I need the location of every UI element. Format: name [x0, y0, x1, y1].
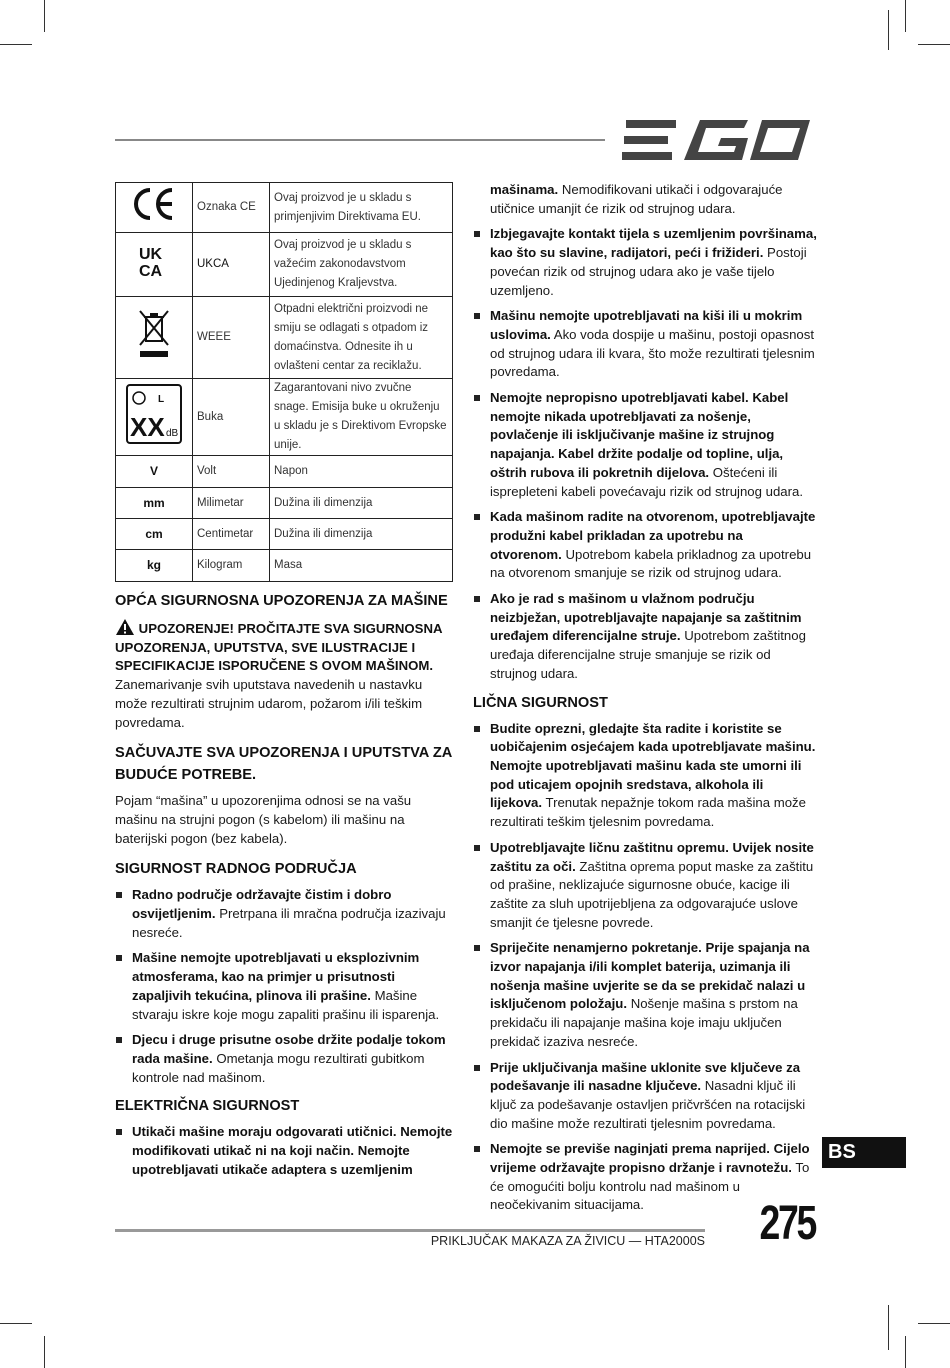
noise-level-icon	[116, 379, 193, 456]
crop-mark	[0, 44, 32, 45]
item-text: Ako voda dospije u mašinu, postoji opasnost od strujnog udara ili kvara, što može rezultirati tjelesnim povredama.	[490, 326, 815, 380]
list-item	[473, 508, 818, 583]
warning-text: Zanemarivanje svih uputstava navedenih u nastavku može rezultirati strujnim udarom, požarom i/ili teškim povredama.	[115, 677, 423, 730]
item-bold: Nemojte se previše naginjati prema naprijed. Cijelo vrijeme održavajte propisno držanje i ravnotežu.	[490, 1141, 810, 1176]
warning-triangle-icon	[115, 618, 135, 636]
electrical-list	[115, 1123, 453, 1179]
table-row	[116, 379, 453, 456]
symbol-name: WEEE	[193, 297, 270, 379]
list-item	[115, 886, 453, 942]
table-row	[116, 183, 453, 233]
list-item	[473, 720, 818, 832]
section-heading-personal: LIČNA SIGURNOST	[473, 694, 608, 711]
item-bold: Mašine nemojte upotrebljavati u eksplozivnim atmosferama, kao na primjer u prisutnosti zapaljivih tekućina, plinova ili prašine.	[132, 950, 420, 1003]
crop-mark	[0, 1323, 32, 1324]
item-bold: Utikači mašine moraju odgovarati utičnici. Nemojte modifikovati utikač ni na koji način. Nemojte upotrebljavati utikače adaptera s uzemljenim	[132, 1124, 453, 1177]
table-row	[116, 456, 453, 488]
unit-symbol: mm	[116, 488, 193, 519]
personal-safety-list	[473, 720, 818, 1216]
item-text: Ometanja mogu rezultirati gubitkom kontrole nad mašinom.	[132, 1050, 425, 1085]
crop-mark	[44, 0, 45, 32]
symbol-name: Milimetar	[193, 488, 270, 519]
ego-logo	[622, 118, 810, 162]
svg-text:CA: CA	[139, 263, 163, 279]
item-bold: Spriječite nenamjerno pokretanje. Prije spajanja na izvor napajanja i/ili komplet baterija, uzimanja ili nošenja mašine uvjerite se da se prekidač nalazi u isključenom položaju.	[490, 940, 810, 1012]
table-row	[116, 488, 453, 519]
electrical-list-continued	[473, 181, 818, 684]
item-text: Zaštitna oprema poput maske za zaštitu od prašine, neklizajuće sigurnosne obuće, kacige ili zaštite za sluh upotrijebljena za odgovarajuće uslove smanjit će tjelesne povrede.	[490, 858, 814, 930]
item-text: Mašine stvaraju iskre koje mogu zapaliti prašinu ili isparenja.	[132, 987, 440, 1022]
item-bold: Prije uključivanja mašine uklonite sve ključeve za podešavanje ili nasadne ključeve.	[490, 1059, 801, 1094]
unit-symbol: cm	[116, 519, 193, 550]
ce-mark-icon	[116, 183, 193, 233]
crop-mark	[918, 44, 950, 45]
footer-title: PRIKLJUČAK MAKAZA ZA ŽIVICU — HTA2000S	[430, 1234, 705, 1248]
table-row	[116, 297, 453, 379]
item-text: To će omogućiti bolju kontrolu nad mašinom u neočekivanim situacijama.	[490, 1160, 810, 1213]
header-rule	[115, 139, 605, 141]
list-item	[115, 1031, 453, 1087]
crop-mark	[905, 0, 906, 32]
warning-bold-text: UPOZORENJE! PROČITAJTE SVA SIGURNOSNA UPOZORENJA, UPUTSTVA, SVE ILUSTRACIJE I SPECIFIKACIJE ISPORUČENE S OVOM MAŠINOM.	[115, 621, 443, 674]
save-paragraph: Pojam “mašina” u upozorenjima odnosi se na vašu mašinu na strujni pogon (s kabelom) ili mašinu na baterijski pogon (bez kabela).	[115, 793, 412, 846]
crop-mark	[888, 10, 889, 50]
crop-mark	[905, 1336, 906, 1368]
symbol-desc: Masa	[270, 550, 453, 582]
item-bold: Budite oprezni, gledajte šta radite i koristite se uobičajenim osjećajem kada upotrebljavate mašinu. Nemojte upotrebljavati mašinu kada ste umorni ili pod uticajem opojnih sredstava, alkohola ili lijekova.	[490, 720, 816, 811]
section-heading-save: SAČUVAJTE SVA UPOZORENJA I UPUTSTVA ZA BUDUĆE POTREBE.	[115, 745, 452, 784]
list-item	[115, 1123, 453, 1179]
item-text: Upotrebom kabela prikladnog za upotrebu na otvorenom smanjuje se rizik od strujnog udara.	[490, 546, 812, 581]
item-text: Pretrpana ili mračna područja izazivaju nesreće.	[132, 906, 446, 940]
section-heading-work-area: SIGURNOST RADNOG PODRUČJA	[115, 861, 357, 878]
symbol-desc: Ovaj proizvod je u skladu s važećim zakonodavstvom Ujedinjenog Kraljevstva.	[270, 233, 453, 297]
list-item	[473, 590, 818, 684]
symbol-name: Buka	[193, 379, 270, 456]
item-text: Nemodifikovani utikači i odgovarajuće utičnice umanjit će rizik od strujnog udara.	[490, 182, 783, 216]
item-text: Postoji povećan rizik od strujnog udara ako je vaše tijelo uzemljeno.	[490, 245, 807, 298]
symbol-desc: Ovaj proizvod je u skladu s primjenjivim Direktivama EU.	[270, 183, 453, 233]
page-number: 275	[759, 1197, 815, 1250]
item-bold: Upotrebljavajte ličnu zaštitnu opremu. Uvijek nosite zaštitu za oči.	[490, 839, 814, 874]
symbol-desc: Dužina ili dimenzija	[270, 488, 453, 519]
list-item	[473, 181, 818, 218]
table-row	[116, 550, 453, 582]
item-bold: Izbjegavajte kontakt tijela s uzemljenim površinama, kao što su slavine, radijatori, peći i frižideri.	[490, 226, 817, 261]
item-text: Oštećeni ili isprepleteni kabeli povećavaju rizik od strujnog udara.	[490, 464, 804, 499]
symbols-table	[115, 182, 453, 582]
list-item	[473, 225, 818, 300]
symbol-desc: Otpadni električni proizvodi ne smiju se odlagati s otpadom iz domaćinstva. Odnesite ih u ovlašteni centar za reciklažu.	[270, 297, 453, 379]
list-item	[473, 307, 818, 382]
svg-text:L: L	[158, 393, 165, 405]
table-row	[116, 233, 453, 297]
list-item	[473, 389, 818, 501]
crop-mark	[888, 1305, 889, 1350]
unit-symbol: kg	[116, 550, 193, 582]
table-row	[116, 519, 453, 550]
list-item	[473, 939, 818, 1051]
weee-bin-icon	[116, 297, 193, 379]
symbol-name: Oznaka CE	[193, 183, 270, 233]
svg-text:UK: UK	[139, 246, 163, 263]
right-column	[473, 181, 818, 1223]
item-text: Nasadni ključ ili ključ za podešavanje ostavljen pričvršćen na rotacijski dio mašine može rezultirati tjelesnim povredama.	[490, 1078, 806, 1131]
ukca-mark-icon	[116, 233, 193, 297]
list-item	[473, 1059, 818, 1134]
work-area-list	[115, 886, 453, 1087]
item-text: Nošenje mašina s prstom na prekidaču ili napajanje mašina koje imaju uključen prekidač izaziva nesreće.	[490, 996, 798, 1049]
section-heading-electrical: ELEKTRIČNA SIGURNOST	[115, 1098, 300, 1115]
footer-rule	[115, 1229, 705, 1232]
svg-text:dB: dB	[166, 427, 179, 439]
crop-mark	[918, 1323, 950, 1324]
symbol-name: Centimetar	[193, 519, 270, 550]
item-bold: Radno područje održavajte čistim i dobro osvijetljenim.	[132, 887, 392, 922]
symbol-name: Volt	[193, 456, 270, 488]
list-item	[115, 949, 453, 1024]
item-bold: Kada mašinom radite na otvorenom, upotrebljavajte produžni kabel prikladan za upotrebu na otvorenom.	[490, 509, 816, 562]
symbol-desc: Napon	[270, 456, 453, 488]
symbol-name: UKCA	[193, 233, 270, 297]
warning-paragraph	[115, 618, 453, 732]
item-text: Trenutak nepažnje tokom rada mašina može rezultirati teškim tjelesnim povredama.	[490, 795, 806, 830]
list-item	[473, 839, 818, 933]
unit-symbol: V	[116, 456, 193, 488]
item-bold: mašinama.	[490, 182, 559, 197]
item-bold: Mašinu nemojte upotrebljavati na kiši ili u mokrim uslovima.	[490, 308, 803, 342]
symbol-name: Kilogram	[193, 550, 270, 582]
item-bold: Nemojte nepropisno upotrebljavati kabel. Kabel nemojte nikada upotrebljavati za nošenje, povlačenje ili isključivanje mašine iz strujnog napajanja. Kabel držite podalje od topline, ulja, oštrih rubova ili pokretnih dijelova.	[490, 390, 789, 480]
symbol-desc: Zagarantovani nivo zvučne snage. Emisija buke u okruženju u skladu je s Direktivom Evropske unije.	[270, 379, 453, 456]
item-bold: Ako je rad s mašinom u vlažnom području neizbježan, upotrebljavajte napajanje sa zaštitnim uređajem diferencijalne struje.	[490, 591, 802, 644]
language-tab: BS	[822, 1137, 906, 1168]
item-bold: Djecu i druge prisutne osobe držite podalje tokom rada mašine.	[132, 1032, 446, 1066]
symbol-desc: Dužina ili dimenzija	[270, 519, 453, 550]
left-column	[115, 590, 453, 1187]
svg-text:XX: XX	[130, 411, 165, 442]
item-text: Upotrebom zaštitnog uređaja diferencijalne struje smanjuje se rizik od strujnog udara.	[490, 628, 806, 681]
crop-mark	[44, 1336, 45, 1368]
section-heading-general: OPĆA SIGURNOSNA UPOZORENJA ZA MAŠINE	[115, 593, 448, 609]
